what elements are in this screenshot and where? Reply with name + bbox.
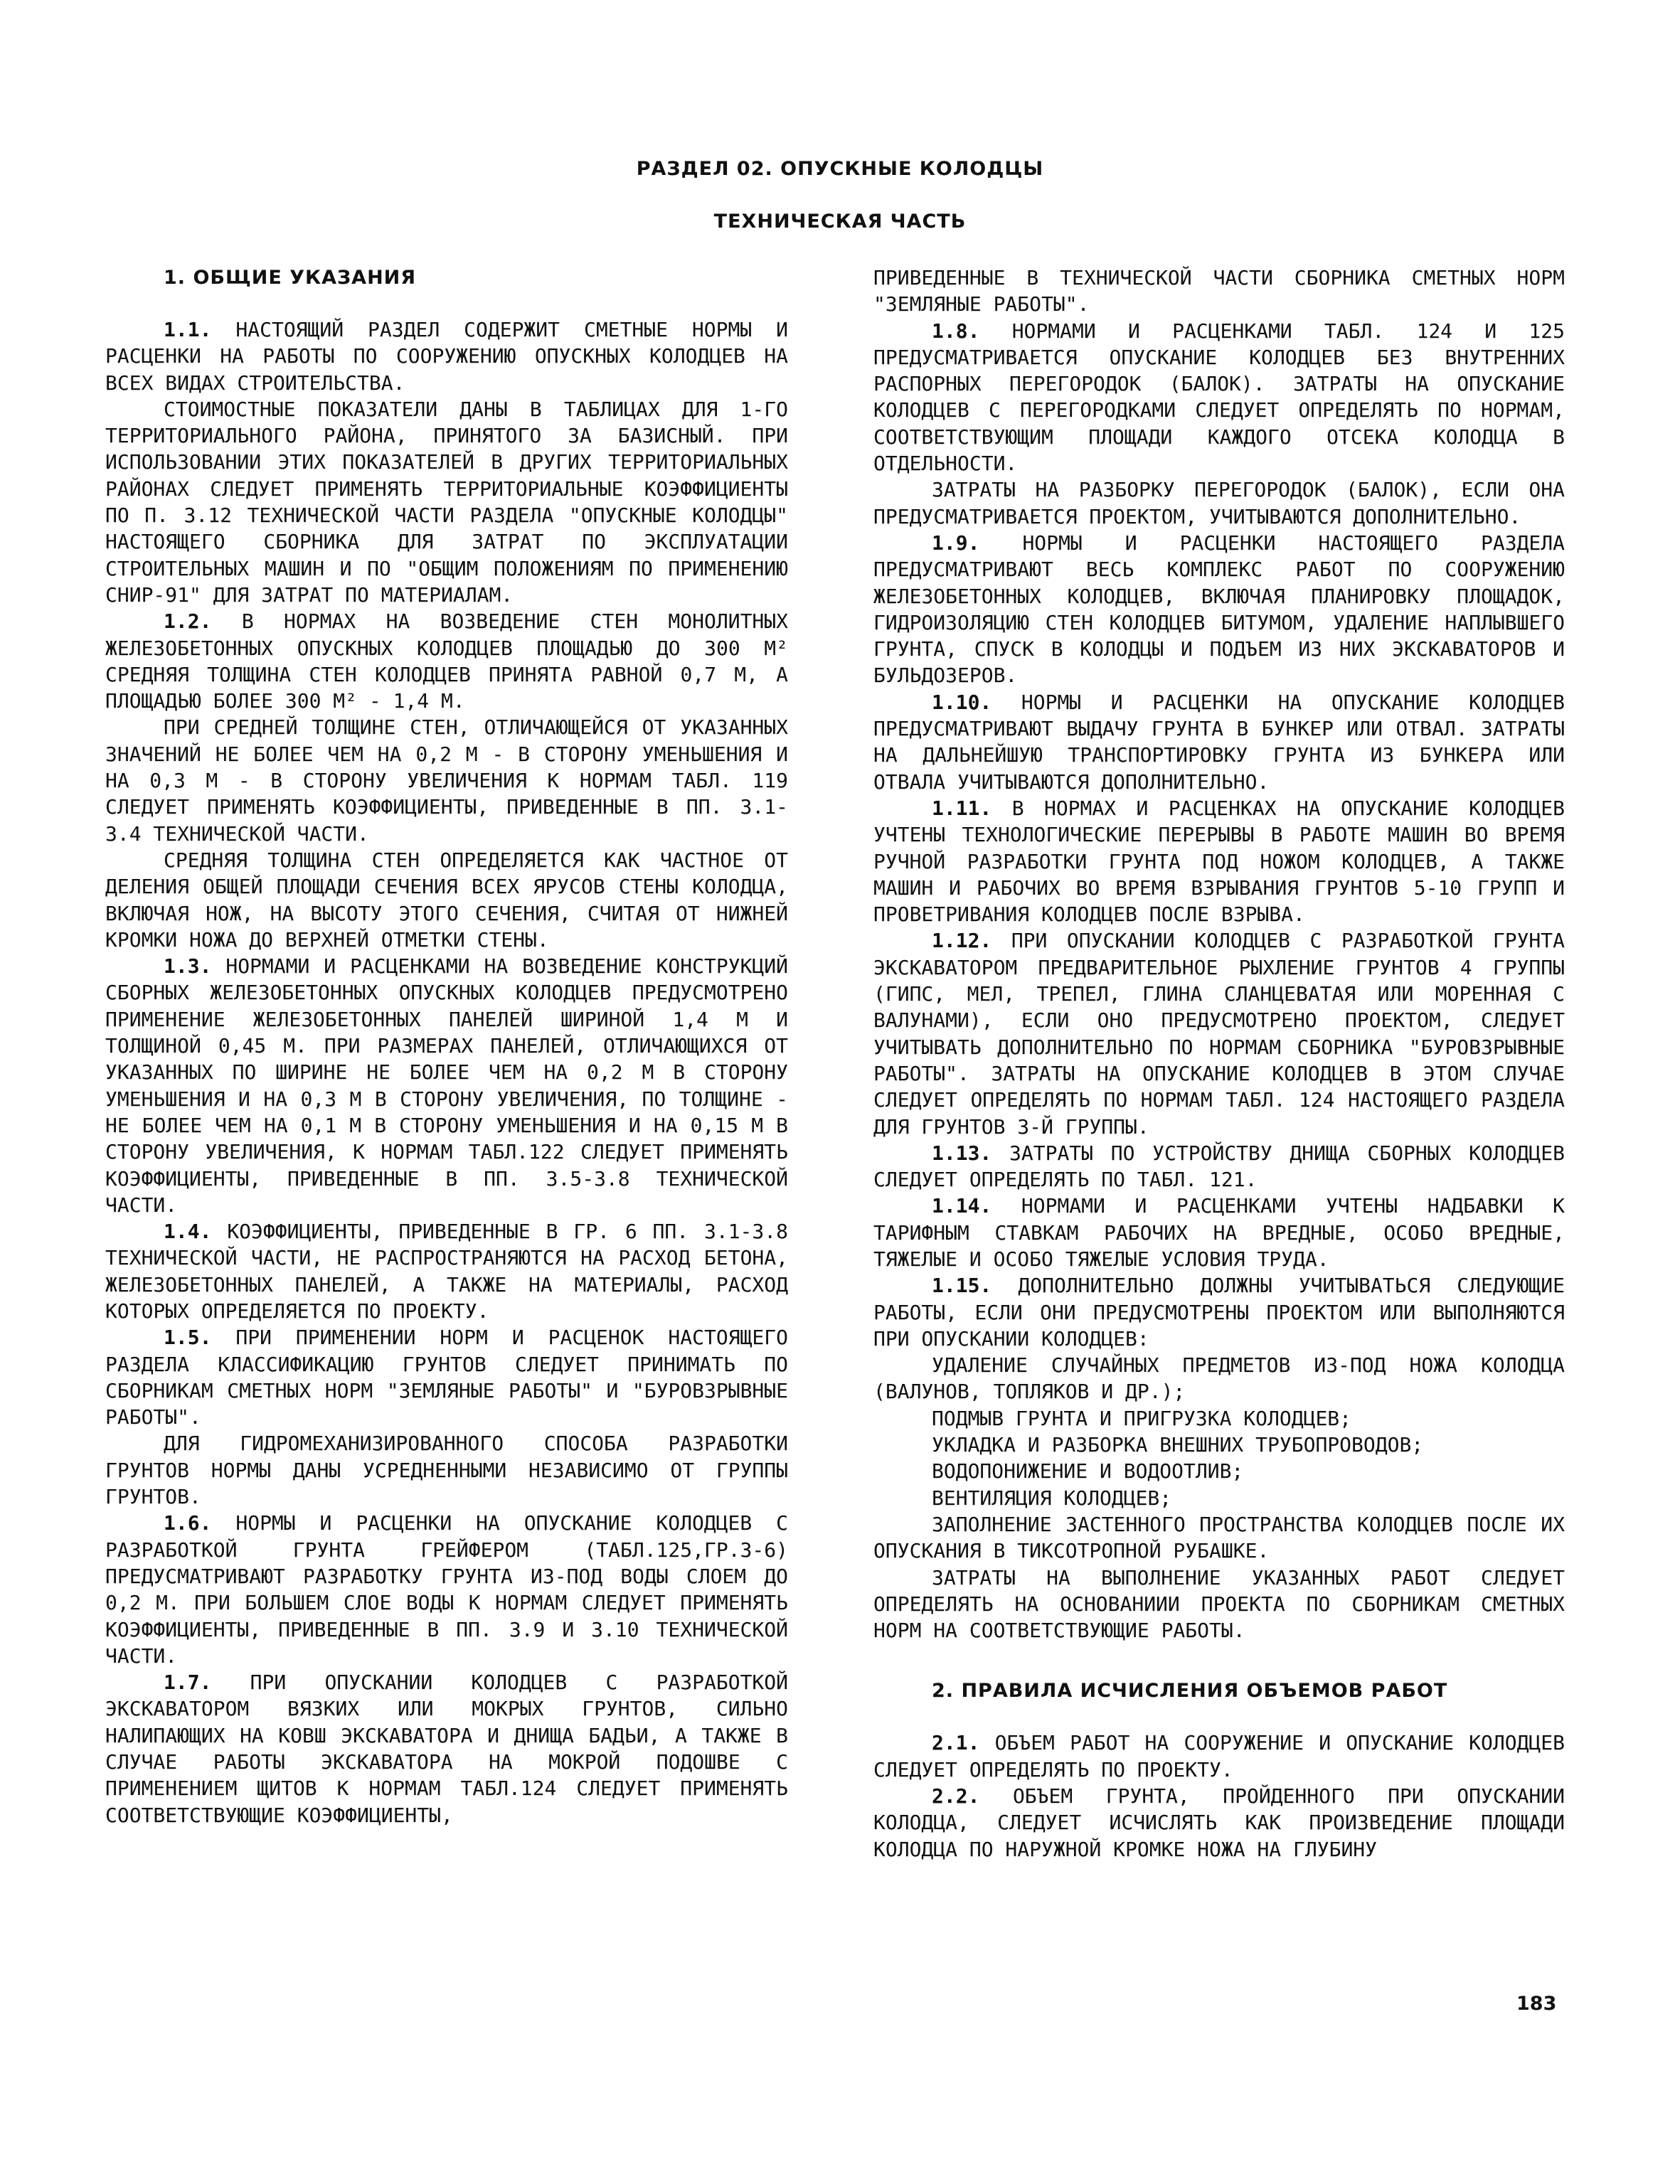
clause-number: 1.10. (932, 690, 992, 714)
paragraph (105, 608, 788, 714)
clause-number: 1.1. (164, 318, 212, 341)
clause-number: 1.7. (164, 1671, 212, 1695)
paragraph (105, 1510, 788, 1669)
paragraph-text: ПРИ СРЕДНЕЙ ТОЛЩИНЕ СТЕН, ОТЛИЧАЮЩЕЙСЯ ОТ УКАЗАННЫХ ЗНАЧЕНИЙ НЕ БОЛЕЕ ЧЕМ НА 0,2 М - В СТОРОНУ УМЕНЬШЕНИЯ И НА 0,3 М - В СТОРОНУ УВЕЛИЧЕНИЯ К НОРМАМ ТАБЛ. 119 СЛЕДУЕТ ПРИМЕНЯТЬ КОЭФФИЦИЕНТЫ, ПРИВЕДЕННЫЕ В ПП. 3.1-3.4 ТЕХНИЧЕСКОЙ ЧАСТИ. (105, 715, 788, 846)
section-title: РАЗДЕЛ 02. ОПУСКНЫЕ КОЛОДЦЫ (636, 158, 1044, 180)
page-number: 183 (1516, 1993, 1557, 2015)
clause-number: 1.6. (164, 1511, 212, 1535)
paragraph-text: ЗАТРАТЫ НА РАЗБОРКУ ПЕРЕГОРОДОК (БАЛОК), ЕСЛИ ОНА ПРЕДУСМАТРИВАЕТСЯ ПРОЕКТОМ, УЧИТЫВАЮТСЯ ДОПОЛНИТЕЛЬНО. (873, 478, 1565, 528)
paragraph (873, 1783, 1565, 1863)
paragraph-text: НОРМАМИ И РАСЦЕНКАМИ ТАБЛ. 124 И 125 ПРЕДУСМАТРИВАЕТСЯ ОПУСКАНИЕ КОЛОДЦЕВ БЕЗ ВНУТРЕННИХ РАСПОРНЫХ ПЕРЕГОРОДОК (БАЛОК). ЗАТРАТЫ НА ОПУСКАНИЕ КОЛОДЦЕВ С ПЕРЕГОРОДКАМИ СЛЕДУЕТ ОПРЕДЕЛЯТЬ ПО НОРМАМ, СООТВЕТСТВУЮЩИМ ПЛОЩАДИ КАЖДОГО ОТСЕКА КОЛОДЦА В ОТДЕЛЬНОСТИ. (873, 319, 1565, 476)
paragraph (105, 714, 788, 846)
paragraph (873, 318, 1565, 477)
paragraph-text: УКЛАДКА И РАЗБОРКА ВНЕШНИХ ТРУБОПРОВОДОВ; (932, 1433, 1424, 1457)
clause-number: 1.8. (932, 319, 980, 343)
clause-number: 1.9. (932, 531, 980, 555)
paragraph (873, 1565, 1565, 1644)
paragraph-text: ЗАТРАТЫ НА ВЫПОЛНЕНИЕ УКАЗАННЫХ РАБОТ СЛЕДУЕТ ОПРЕДЕЛЯТЬ НА ОСНОВАНИИИ ПРОЕКТА ПО СБОРНИКАМ СМЕТНЫХ НОРМ НА СООТВЕТСТВУЮЩИЕ РАБОТЫ. (873, 1565, 1565, 1643)
paragraph (873, 476, 1565, 530)
paragraph (105, 1430, 788, 1510)
paragraph (105, 1324, 788, 1430)
paragraph-text: ОБЪЕМ ГРУНТА, ПРОЙДЕННОГО ПРИ ОПУСКАНИИ КОЛОДЦА, СЛЕДУЕТ ИСЧИСЛЯТЬ КАК ПРОИЗВЕДЕНИЕ ПЛОЩАДИ КОЛОДЦА ПО НАРУЖНОЙ КРОМКЕ НОЖА НА ГЛУБИНУ (873, 1784, 1565, 1861)
heading-general-instructions: 1. ОБЩИЕ УКАЗАНИЯ (164, 267, 417, 289)
paragraph (873, 1458, 1565, 1484)
paragraph (873, 1405, 1565, 1432)
right-paragraphs-section2 (873, 1730, 1565, 1862)
paragraph-text: ВОДОПОНИЖЕНИЕ И ВОДООТЛИВ; (932, 1459, 1244, 1483)
paragraph (873, 1432, 1565, 1458)
paragraph-text: ПРИ ПРИМЕНЕНИИ НОРМ И РАСЦЕНОК НАСТОЯЩЕГО РАЗДЕЛА КЛАССИФИКАЦИЮ ГРУНТОВ СЛЕДУЕТ ПРИНИМАТЬ ПО СБОРНИКАМ СМЕТНЫХ НОРМ "ЗЕМЛЯНЫЕ РАБОТЫ" И "БУРОВЗРЫВНЫЕ РАБОТЫ". (105, 1326, 789, 1429)
paragraph-text: СТОИМОСТНЫЕ ПОКАЗАТЕЛИ ДАНЫ В ТАБЛИЦАХ ДЛЯ 1-ГО ТЕРРИТОРИАЛЬНОГО РАЙОНА, ПРИНЯТОГО ЗА БАЗИСНЫЙ. ПРИ ИСПОЛЬЗОВАНИИ ЭТИХ ПОКАЗАТЕЛЕЙ В ДРУГИХ ТЕРРИТОРИАЛЬНЫХ РАЙОНАХ СЛЕДУЕТ ПРИМЕНЯТЬ ТЕРРИТОРИАЛЬНЫЕ КОЭФФИЦИЕНТЫ ПО П. 3.12 ТЕХНИЧЕСКОЙ ЧАСТИ РАЗДЕЛА "ОПУСКНЫЕ КОЛОДЦЫ" НАСТОЯЩЕГО СБОРНИКА ДЛЯ ЗАТРАТ ПО ЭКСПЛУАТАЦИИ СТРОИТЕЛЬНЫХ МАШИН И ПО "ОБЩИМ ПОЛОЖЕНИЯМ ПО ПРИМЕНЕНИЮ СНИР-91" ДЛЯ ЗАТРАТ ПО МАТЕРИАЛАМ. (105, 397, 788, 607)
clause-number: 1.14. (932, 1194, 992, 1218)
paragraph-text: ЗАПОЛНЕНИЕ ЗАСТЕННОГО ПРОСТРАНСТВА КОЛОДЦЕВ ПОСЛЕ ИХ ОПУСКАНИЯ В ТИКСОТРОПНОЙ РУБАШКЕ. (873, 1512, 1565, 1563)
paragraph (873, 1730, 1565, 1783)
paragraph (873, 1485, 1565, 1511)
paragraph-text: ПРИ ОПУСКАНИИ КОЛОДЦЕВ С РАЗРАБОТКОЙ ГРУНТА ЭКСКАВАТОРОМ ПРЕДВАРИТЕЛЬНОЕ РЫХЛЕНИЕ ГРУНТОВ 4 ГРУППЫ (ГИПС, МЕЛ, ТРЕПЕЛ, ГЛИНА СЛАНЦЕВАТАЯ ИЛИ МОРЕННАЯ С ВАЛУНАМИ), ЕСЛИ ОНО ПРЕДУСМОТРЕНО ПРОЕКТОМ, СЛЕДУЕТ УЧИТЫВАТЬ ДОПОЛНИТЕЛЬНО ПО НОРМАМ СБОРНИКА "БУРОВЗРЫВНЫЕ РАБОТЫ". ЗАТРАТЫ НА ОПУСКАНИЕ КОЛОДЦЕВ В ЭТОМ СЛУЧАЕ СЛЕДУЕТ ОПРЕДЕЛЯТЬ ПО НОРМАМ ТАБЛ. 124 НАСТОЯЩЕГО РАЗДЕЛА ДЛЯ ГРУНТОВ 3-Й ГРУППЫ. (873, 929, 1565, 1139)
heading-volume-rules: 2. ПРАВИЛА ИСЧИСЛЕНИЯ ОБЪЕМОВ РАБОТ (932, 1680, 1448, 1703)
paragraph (873, 1511, 1565, 1565)
paragraph-text: УДАЛЕНИЕ СЛУЧАЙНЫХ ПРЕДМЕТОВ ИЗ-ПОД НОЖА КОЛОДЦА (ВАЛУНОВ, ТОПЛЯКОВ И ДР.); (873, 1353, 1565, 1404)
clause-number: 1.13. (932, 1141, 992, 1165)
clause-number: 2.2. (932, 1784, 980, 1809)
paragraph (105, 953, 788, 1218)
paragraph (873, 795, 1565, 927)
paragraph-text: ПРИ ОПУСКАНИИ КОЛОДЦЕВ С РАЗРАБОТКОЙ ЭКСКАВАТОРОМ ВЯЗКИХ ИЛИ МОКРЫХ ГРУНТОВ, СИЛЬНО НАЛИПАЮЩИХ НА КОВШ ЭКСКАВАТОРА И ДНИЩА БАДЬИ, А ТАКЖЕ В СЛУЧАЕ РАБОТЫ ЭКСКАВАТОРА НА МОКРОЙ ПОДОШВЕ С ПРИМЕНЕНИЕМ ЩИТОВ К НОРМАМ ТАБЛ.124 СЛЕДУЕТ ПРИМЕНЯТЬ СООТВЕТСТВУЮЩИЕ КОЭФФИЦИЕНТЫ, (105, 1671, 789, 1827)
paragraph-text: СРЕДНЯЯ ТОЛЩИНА СТЕН ОПРЕДЕЛЯЕТСЯ КАК ЧАСТНОЕ ОТ ДЕЛЕНИЯ ОБЩЕЙ ПЛОЩАДИ СЕЧЕНИЯ ВСЕХ ЯРУСОВ СТЕНЫ КОЛОДЦА, ВКЛЮЧАЯ НОЖ, НА ВЫСОТУ ЭТОГО СЕЧЕНИЯ, СЧИТАЯ ОТ НИЖНЕЙ КРОМКИ НОЖА ДО ВЕРХНЕЙ ОТМЕТКИ СТЕНЫ. (105, 848, 788, 952)
paragraph-text: КОЭФФИЦИЕНТЫ, ПРИВЕДЕННЫЕ В ГР. 6 ПП. 3.1-3.8 ТЕХНИЧЕСКОЙ ЧАСТИ, НЕ РАСПРОСТРАНЯЮТСЯ НА РАСХОД БЕТОНА, ЖЕЛЕЗОБЕТОННЫХ ПАНЕЛЕЙ, А ТАКЖЕ НА МАТЕРИАЛЫ, РАСХОД КОТОРЫХ ОПРЕДЕЛЯЕТСЯ ПО ПРОЕКТУ. (105, 1220, 788, 1323)
clause-number: 1.5. (164, 1326, 212, 1350)
left-paragraphs (105, 316, 788, 1828)
paragraph-text: НОРМЫ И РАСЦЕНКИ НАСТОЯЩЕГО РАЗДЕЛА ПРЕДУСМАТРИВАЮТ ВЕСЬ КОМПЛЕКС РАБОТ ПО СООРУЖЕНИЮ ЖЕЛЕЗОБЕТОННЫХ КОЛОДЦЕВ, ВКЛЮЧАЯ ПЛАНИРОВКУ ПЛОЩАДОК, ГИДРОИЗОЛЯЦИЮ СТЕН КОЛОДЦЕВ БИТУМОМ, УДАЛЕНИЕ НАПЛЫВШЕГО ГРУНТА, СПУСК В КОЛОДЦЫ И ПОДЪЕМ ИЗ НИХ ЭКСКАВАТОРОВ И БУЛЬДОЗЕРОВ. (873, 531, 1565, 688)
paragraph (873, 1352, 1565, 1405)
paragraph-text: НОРМЫ И РАСЦЕНКИ НА ОПУСКАНИЕ КОЛОДЦЕВ С РАЗРАБОТКОЙ ГРУНТА ГРЕЙФЕРОМ (ТАБЛ.125,ГР.3-6) ПРЕДУСМАТРИВАЮТ РАЗРАБОТКУ ГРУНТА ИЗ-ПОД ВОДЫ СЛОЕМ ДО 0,2 М. ПРИ БОЛЬШЕМ СЛОЕ ВОДЫ К НОРМАМ СЛЕДУЕТ ПРИМЕНЯТЬ КОЭФФИЦИЕНТЫ, ПРИВЕДЕННЫЕ В ПП. 3.9 И 3.10 ТЕХНИЧЕСКОЙ ЧАСТИ. (105, 1511, 789, 1668)
right-column (873, 265, 1565, 1863)
paragraph (873, 1140, 1565, 1193)
paragraph (873, 927, 1565, 1139)
paragraph (873, 1193, 1565, 1272)
paragraph (105, 1669, 788, 1828)
paragraph (105, 316, 788, 396)
paragraph (873, 689, 1565, 795)
paragraph (873, 530, 1565, 689)
paragraph (105, 1218, 788, 1324)
paragraph-text: НОРМАМИ И РАСЦЕНКАМИ УЧТЕНЫ НАДБАВКИ К ТАРИФНЫМ СТАВКАМ РАБОЧИХ НА ВРЕДНЫЕ, ОСОБО ВРЕДНЫЕ, ТЯЖЕЛЫЕ И ОСОБО ТЯЖЕЛЫЕ УСЛОВИЯ ТРУДА. (873, 1194, 1565, 1271)
paragraph-text: ПРИВЕДЕННЫЕ В ТЕХНИЧЕСКОЙ ЧАСТИ СБОРНИКА СМЕТНЫХ НОРМ "ЗЕМЛЯНЫЕ РАБОТЫ". (873, 266, 1565, 316)
left-column (105, 265, 788, 1828)
clause-number: 1.12. (932, 929, 992, 953)
paragraph-text: НАСТОЯЩИЙ РАЗДЕЛ СОДЕРЖИТ СМЕТНЫЕ НОРМЫ И РАСЦЕНКИ НА РАБОТЫ ПО СООРУЖЕНИЮ ОПУСКНЫХ КОЛОДЦЕВ НА ВСЕХ ВИДАХ СТРОИТЕЛЬСТВА. (105, 318, 789, 395)
part-title: ТЕХНИЧЕСКАЯ ЧАСТЬ (713, 211, 967, 233)
clause-number: 1.15. (932, 1274, 992, 1298)
paragraph-text: ДЛЯ ГИДРОМЕХАНИЗИРОВАННОГО СПОСОБА РАЗРАБОТКИ ГРУНТОВ НОРМЫ ДАНЫ УСРЕДНЕННЫМИ НЕЗАВИСИМО ОТ ГРУППЫ ГРУНТОВ. (105, 1432, 788, 1509)
clause-number: 1.11. (932, 796, 992, 820)
clause-number: 1.4. (164, 1220, 212, 1244)
clause-number: 2.1. (932, 1731, 980, 1755)
paragraph-text: НОРМЫ И РАСЦЕНКИ НА ОПУСКАНИЕ КОЛОДЦЕВ ПРЕДУСМАТРИВАЮТ ВЫДАЧУ ГРУНТА В БУНКЕР ИЛИ ОТВАЛ. ЗАТРАТЫ НА ДАЛЬНЕЙШУЮ ТРАНСПОРТИРОВКУ ГРУНТА ИЗ БУНКЕРА ИЛИ ОТВАЛА УЧИТЫВАЮТСЯ ДОПОЛНИТЕЛЬНО. (873, 690, 1565, 794)
clause-number: 1.2. (164, 609, 212, 634)
paragraph-text: В НОРМАХ НА ВОЗВЕДЕНИЕ СТЕН МОНОЛИТНЫХ ЖЕЛЕЗОБЕТОННЫХ ОПУСКНЫХ КОЛОДЦЕВ ПЛОЩАДЬЮ ДО 300 М² СРЕДНЯЯ ТОЛЩИНА СТЕН КОЛОДЦЕВ ПРИНЯТА РАВНОЙ 0,7 М, А ПЛОЩАДЬЮ БОЛЕЕ 300 М² - 1,4 М. (105, 609, 789, 713)
paragraph-text: В НОРМАХ И РАСЦЕНКАХ НА ОПУСКАНИЕ КОЛОДЦЕВ УЧТЕНЫ ТЕХНОЛОГИЧЕСКИЕ ПЕРЕРЫВЫ В РАБОТЕ МАШИН ВО ВРЕМЯ РУЧНОЙ РАЗРАБОТКИ ГРУНТА ПОД НОЖОМ КОЛОДЦЕВ, А ТАКЖЕ МАШИН И РАБОЧИХ ВО ВРЕМЯ ВЗРЫВАНИЯ ГРУНТОВ 5-10 ГРУПП И ПРОВЕТРИВАНИЯ КОЛОДЦЕВ ПОСЛЕ ВЗРЫВА. (873, 796, 1565, 927)
paragraph-text: НОРМАМИ И РАСЦЕНКАМИ НА ВОЗВЕДЕНИЕ КОНСТРУКЦИЙ СБОРНЫХ ЖЕЛЕЗОБЕТОННЫХ ОПУСКНЫХ КОЛОДЦЕВ ПРЕДУСМОТРЕНО ПРИМЕНЕНИЕ ЖЕЛЕЗОБЕТОННЫХ ПАНЕЛЕЙ ШИРИНОЙ 1,4 М И ТОЛЩИНОЙ 0,45 М. ПРИ РАЗМЕРАХ ПАНЕЛЕЙ, ОТЛИЧАЮЩИХСЯ ОТ УКАЗАННЫХ ПО ШИРИНЕ НЕ БОЛЕЕ ЧЕМ НА 0,2 М В СТОРОНУ УМЕНЬШЕНИЯ И НА 0,3 М В СТОРОНУ УВЕЛИЧЕНИЯ, ПО ТОЛЩИНЕ - НЕ БОЛЕЕ ЧЕМ НА 0,1 М В СТОРОНУ УМЕНЬШЕНИЯ И НА 0,15 М В СТОРОНУ УВЕЛИЧЕНИЯ, К НОРМАМ ТАБЛ.122 СЛЕДУЕТ ПРИМЕНЯТЬ КОЭФФИЦИЕНТЫ, ПРИВЕДЕННЫЕ В ПП. 3.5-3.8 ТЕХНИЧЕСКОЙ ЧАСТИ. (105, 954, 788, 1217)
paragraph-text: ВЕНТИЛЯЦИЯ КОЛОДЦЕВ; (932, 1486, 1172, 1510)
paragraph-text: ДОПОЛНИТЕЛЬНО ДОЛЖНЫ УЧИТЫВАТЬСЯ СЛЕДУЮЩИЕ РАБОТЫ, ЕСЛИ ОНИ ПРЕДУСМОТРЕНЫ ПРОЕКТОМ ИЛИ ВЫПОЛНЯЮТСЯ ПРИ ОПУСКАНИИ КОЛОДЦЕВ: (873, 1274, 1565, 1351)
right-paragraphs (873, 265, 1565, 1644)
paragraph (873, 265, 1565, 318)
paragraph-text: ПОДМЫВ ГРУНТА И ПРИГРУЗКА КОЛОДЦЕВ; (932, 1406, 1352, 1430)
clause-number: 1.3. (164, 954, 212, 979)
paragraph-text: ОБЪЕМ РАБОТ НА СООРУЖЕНИЕ И ОПУСКАНИЕ КОЛОДЦЕВ СЛЕДУЕТ ОПРЕДЕЛЯТЬ ПО ПРОЕКТУ. (873, 1731, 1565, 1781)
paragraph (105, 847, 788, 953)
paragraph (873, 1272, 1565, 1352)
paragraph-text: ЗАТРАТЫ ПО УСТРОЙСТВУ ДНИЩА СБОРНЫХ КОЛОДЦЕВ СЛЕДУЕТ ОПРЕДЕЛЯТЬ ПО ТАБЛ. 121. (873, 1141, 1565, 1192)
paragraph (105, 396, 788, 608)
